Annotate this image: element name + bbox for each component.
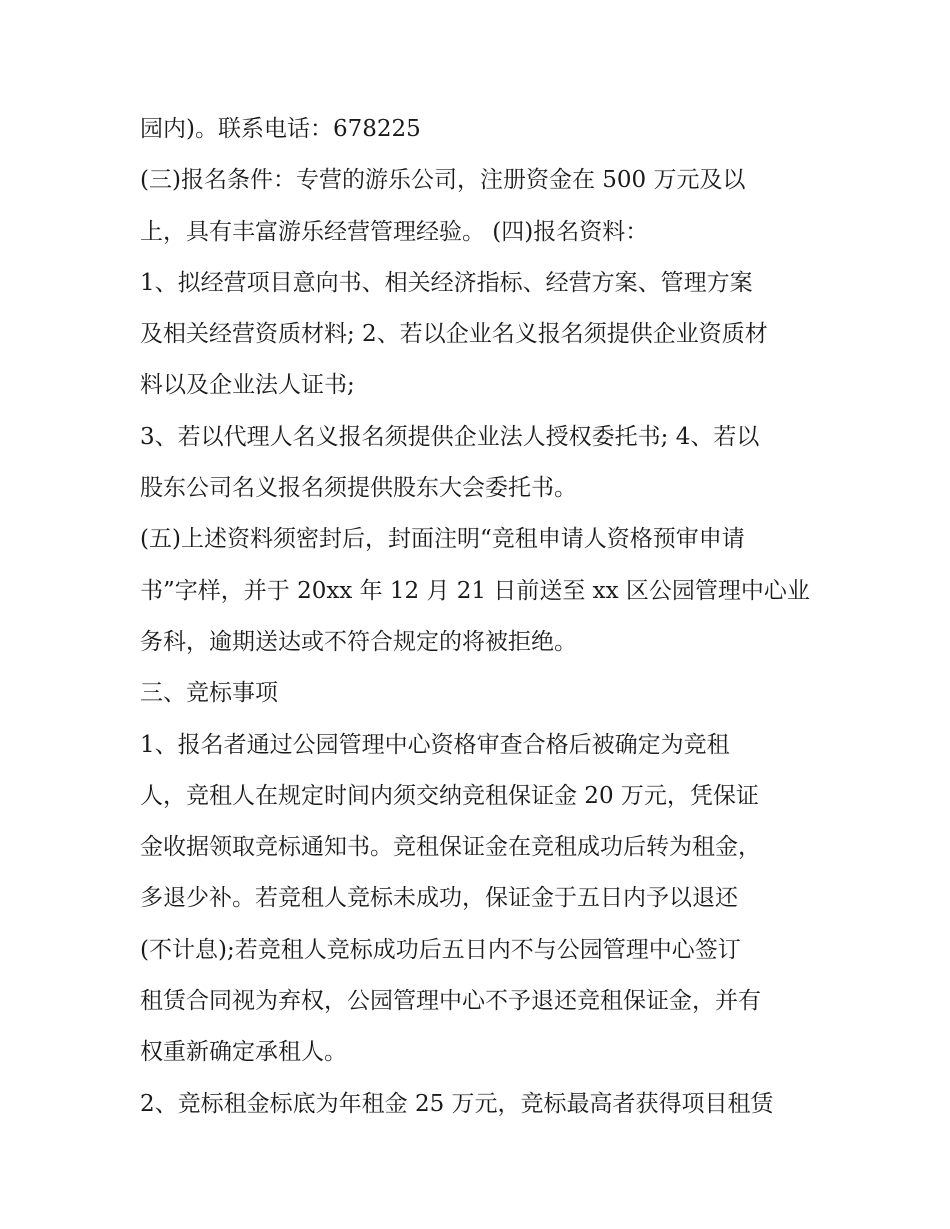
text-line: (三)报名条件：专营的游乐公司，注册资金在 500 万元及以 — [140, 167, 746, 194]
text-line: 务科，逾期送达或不符合规定的将被拒绝。 — [140, 628, 577, 655]
document-body — [140, 104, 820, 1130]
text-line: 1、报名者通过公园管理中心资格审查合格后被确定为竞租 — [140, 731, 730, 758]
text-line: (五)上述资料须密封后，封面注明“竞租申请人资格预审申请 — [140, 526, 745, 553]
text-line: 料以及企业法人证书; — [140, 372, 355, 399]
text-line: 股东公司名义报名须提供股东大会委托书。 — [140, 475, 577, 502]
text-line: 多退少补。若竞租人竞标未成功，保证金于五日内予以退还 — [140, 885, 738, 912]
text-line: 权重新确定承租人。 — [140, 1039, 347, 1066]
text-line: 租赁合同视为弃权，公园管理中心不予退还竞租保证金，并有 — [140, 988, 761, 1015]
text-line: (不计息);若竞租人竞标成功后五日内不与公园管理中心签订 — [140, 936, 741, 963]
text-line: 及相关经营资质材料; 2、若以企业名义报名须提供企业资质材 — [140, 321, 768, 348]
text-line: 上，具有丰富游乐经营管理经验。 (四)报名资料： — [140, 218, 649, 245]
text-line: 书”字样，并于 20xx 年 12 月 21 日前送至 xx 区公园管理中心业 — [140, 577, 810, 604]
text-line: 金收据领取竞标通知书。竞租保证金在竞租成功后转为租金， — [140, 834, 761, 861]
text-line: 人，竞租人在规定时间内须交纳竞租保证金 20 万元，凭保证 — [140, 782, 759, 809]
text-line: 1、拟经营项目意向书、相关经济指标、经营方案、管理方案 — [140, 269, 753, 296]
text-line: 2、竞标租金标底为年租金 25 万元，竞标最高者获得项目租赁 — [140, 1090, 774, 1117]
section-heading: 三、竞标事项 — [140, 680, 278, 707]
text-line: 3、若以代理人名义报名须提供企业法人授权委托书; 4、若以 — [140, 423, 760, 450]
text-line: 园内)。联系电话：678225 — [140, 116, 421, 142]
